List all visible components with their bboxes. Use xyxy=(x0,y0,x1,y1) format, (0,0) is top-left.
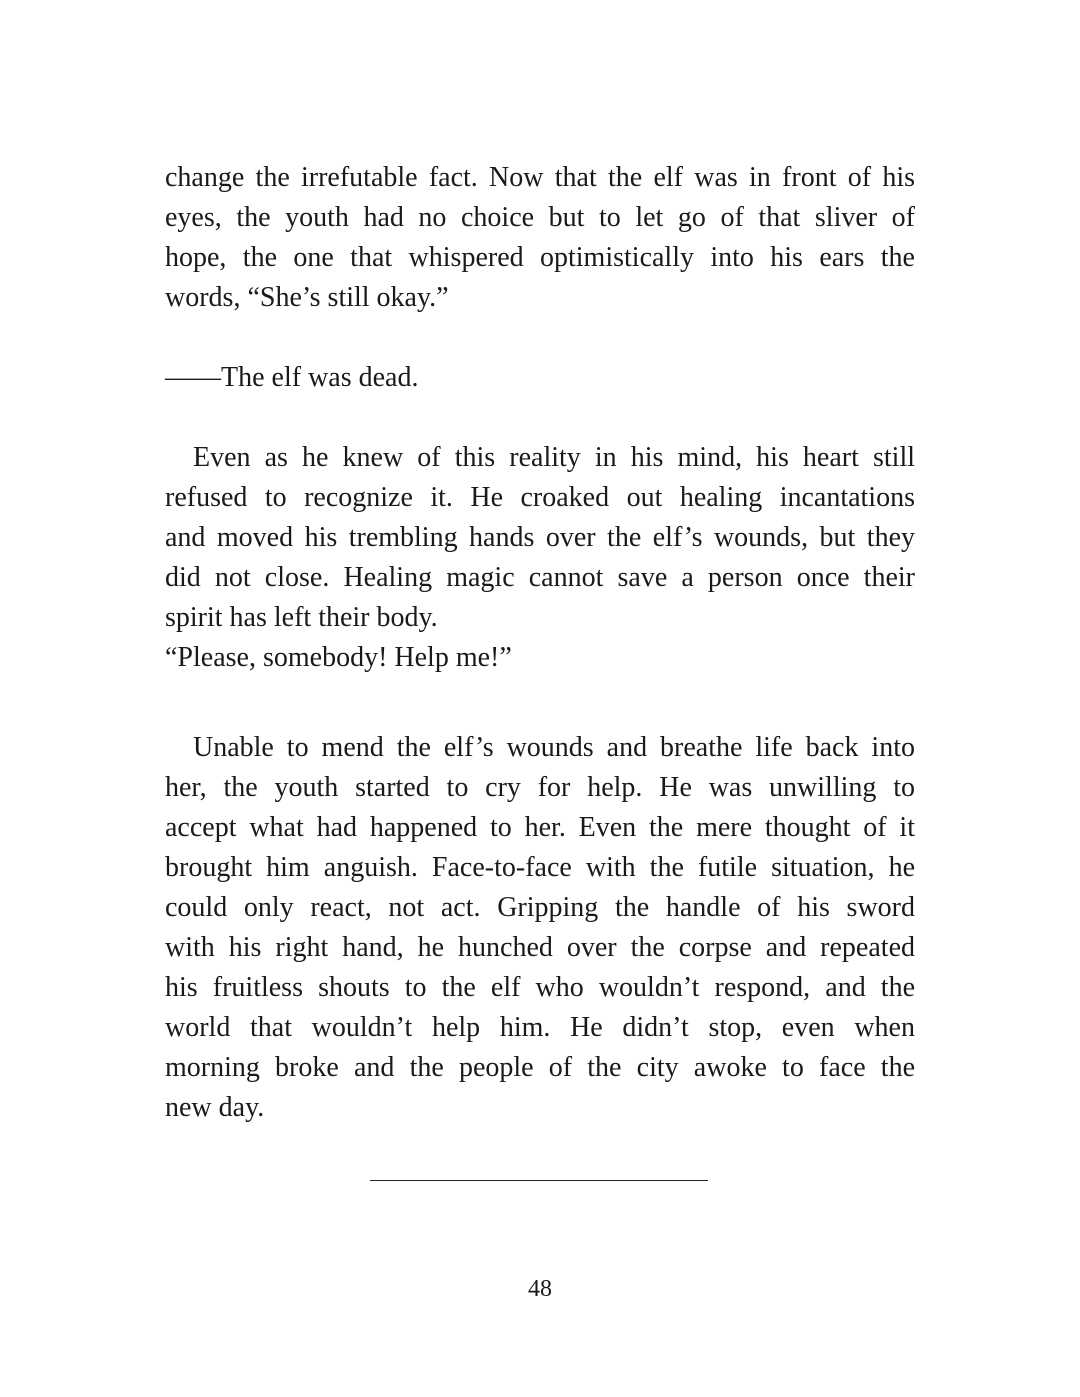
text-line: world that wouldn’t help him. He didn’t stop, even when xyxy=(165,1012,915,1043)
text-line: words, “She’s still okay.” xyxy=(165,282,449,313)
paragraph-1 xyxy=(165,158,915,318)
paragraph-3 xyxy=(165,438,915,638)
paragraph-2 xyxy=(165,358,915,398)
text-line: his fruitless shouts to the elf who wouldn’t respond, and the xyxy=(165,972,915,1003)
section-divider xyxy=(370,1180,708,1181)
text-line: accept what had happened to her. Even the mere thought of it xyxy=(165,812,915,843)
text-line: and moved his trembling hands over the elf’s wounds, but they xyxy=(165,522,915,553)
text-line: with his right hand, he hunched over the corpse and repeated xyxy=(165,932,915,963)
text-line: Unable to mend the elf’s wounds and breathe life back into xyxy=(193,732,915,763)
text-line: eyes, the youth had no choice but to let go of that sliver of xyxy=(165,202,915,233)
text-line: refused to recognize it. He croaked out healing incantations xyxy=(165,482,915,513)
text-line: did not close. Healing magic cannot save a person once their xyxy=(165,562,915,593)
text-line: her, the youth started to cry for help. He was unwilling to xyxy=(165,772,915,803)
text-line: morning broke and the people of the city awoke to face the xyxy=(165,1052,915,1083)
text-line: spirit has left their body. xyxy=(165,602,438,633)
text-line: “Please, somebody! Help me!” xyxy=(165,642,512,673)
text-line: Even as he knew of this reality in his mind, his heart still xyxy=(193,442,915,473)
text-line: brought him anguish. Face-to-face with the futile situation, he xyxy=(165,852,915,883)
paragraph-5 xyxy=(165,728,915,1128)
text-line: hope, the one that whispered optimistically into his ears the xyxy=(165,242,915,273)
paragraph-4-dialogue xyxy=(165,638,915,678)
text-line: new day. xyxy=(165,1092,265,1123)
text-line: change the irrefutable fact. Now that the elf was in front of his xyxy=(165,162,915,193)
page-number: 48 xyxy=(528,1276,552,1302)
text-line: ——The elf was dead. xyxy=(165,362,419,393)
text-line: could only react, not act. Gripping the handle of his sword xyxy=(165,892,915,923)
